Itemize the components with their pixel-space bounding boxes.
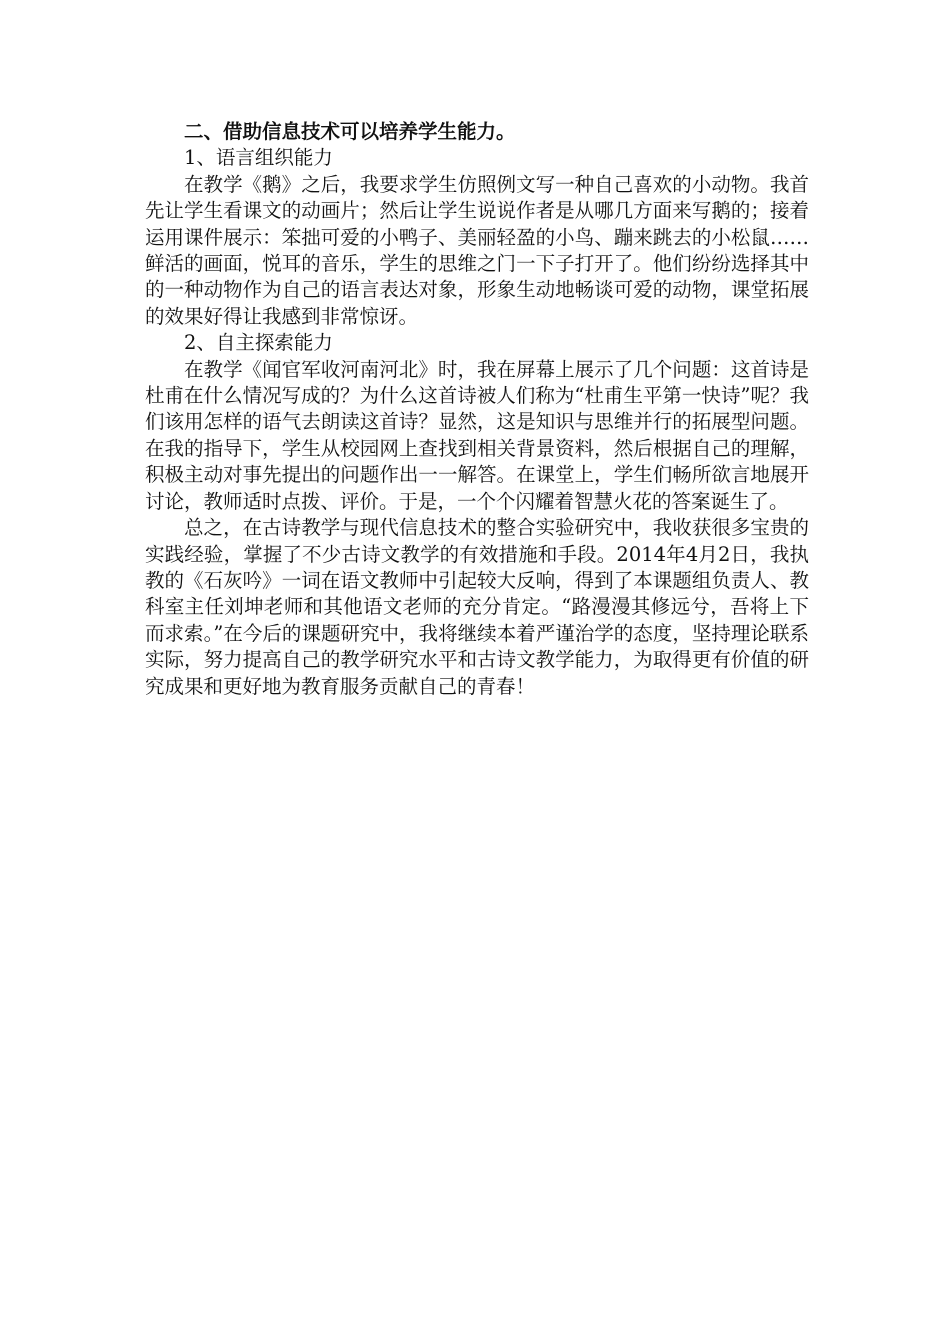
section-heading: 二、借助信息技术可以培养学生能力。 [184,120,516,143]
paragraph-conclusion: 总之，在古诗教学与现代信息技术的整合实验研究中，我收获很多宝贵的实践经验，掌握了不少古诗文教学的有效措施和手段。2014年4月2日，我执教的《石灰吟》一词在语文教师中引起较大反响，得到了本课题组负责人、教科室主任刘坤老师和其他语文老师的充分肯定。“路漫漫其修远兮，吾将上下而求索。”在今后的课题研究中，我将继续本着严谨治学的态度，坚持理论联系实际，努力提高自己的教学研究水平和古诗文教学能力，为取得更有价值的研究成果和更好地为教育服务贡献自己的青春！ [145,516,809,698]
subsection-title-language: 1、语言组织能力 [184,146,333,170]
paragraph-exploration-ability: 在教学《闻官军收河南河北》时，我在屏幕上展示了几个问题：这首诗是杜甫在什么情况写成的？为什么这首诗被人们称为“杜甫生平第一快诗”呢？我们该用怎样的语气去朗读这首诗？显然，这是知识与思维并行的拓展型问题。在我的指导下，学生从校园网上查找到相关背景资料，然后根据自己的理解，积极主动对事先提出的问题作出一一解答。在课堂上，学生们畅所欲言地展开讨论，教师适时点拨、评价。于是，一个个闪耀着智慧火花的答案诞生了。 [145,357,809,513]
paragraph-language-ability: 在教学《鹅》之后，我要求学生仿照例文写一种自己喜欢的小动物。我首先让学生看课文的动画片；然后让学生说说作者是从哪几方面来写鹅的；接着运用课件展示：笨拙可爱的小鸭子、美丽轻盈的小鸟、蹦来跳去的小松鼠……鲜活的画面，悦耳的音乐，学生的思维之门一下子打开了。他们纷纷选择其中的一种动物作为自己的语言表达对象，形象生动地畅谈可爱的动物，课堂拓展的效果好得让我感到非常惊讶。 [145,172,809,328]
document-body [145,119,809,700]
subsection-title-exploration: 2、自主探索能力 [184,331,333,355]
